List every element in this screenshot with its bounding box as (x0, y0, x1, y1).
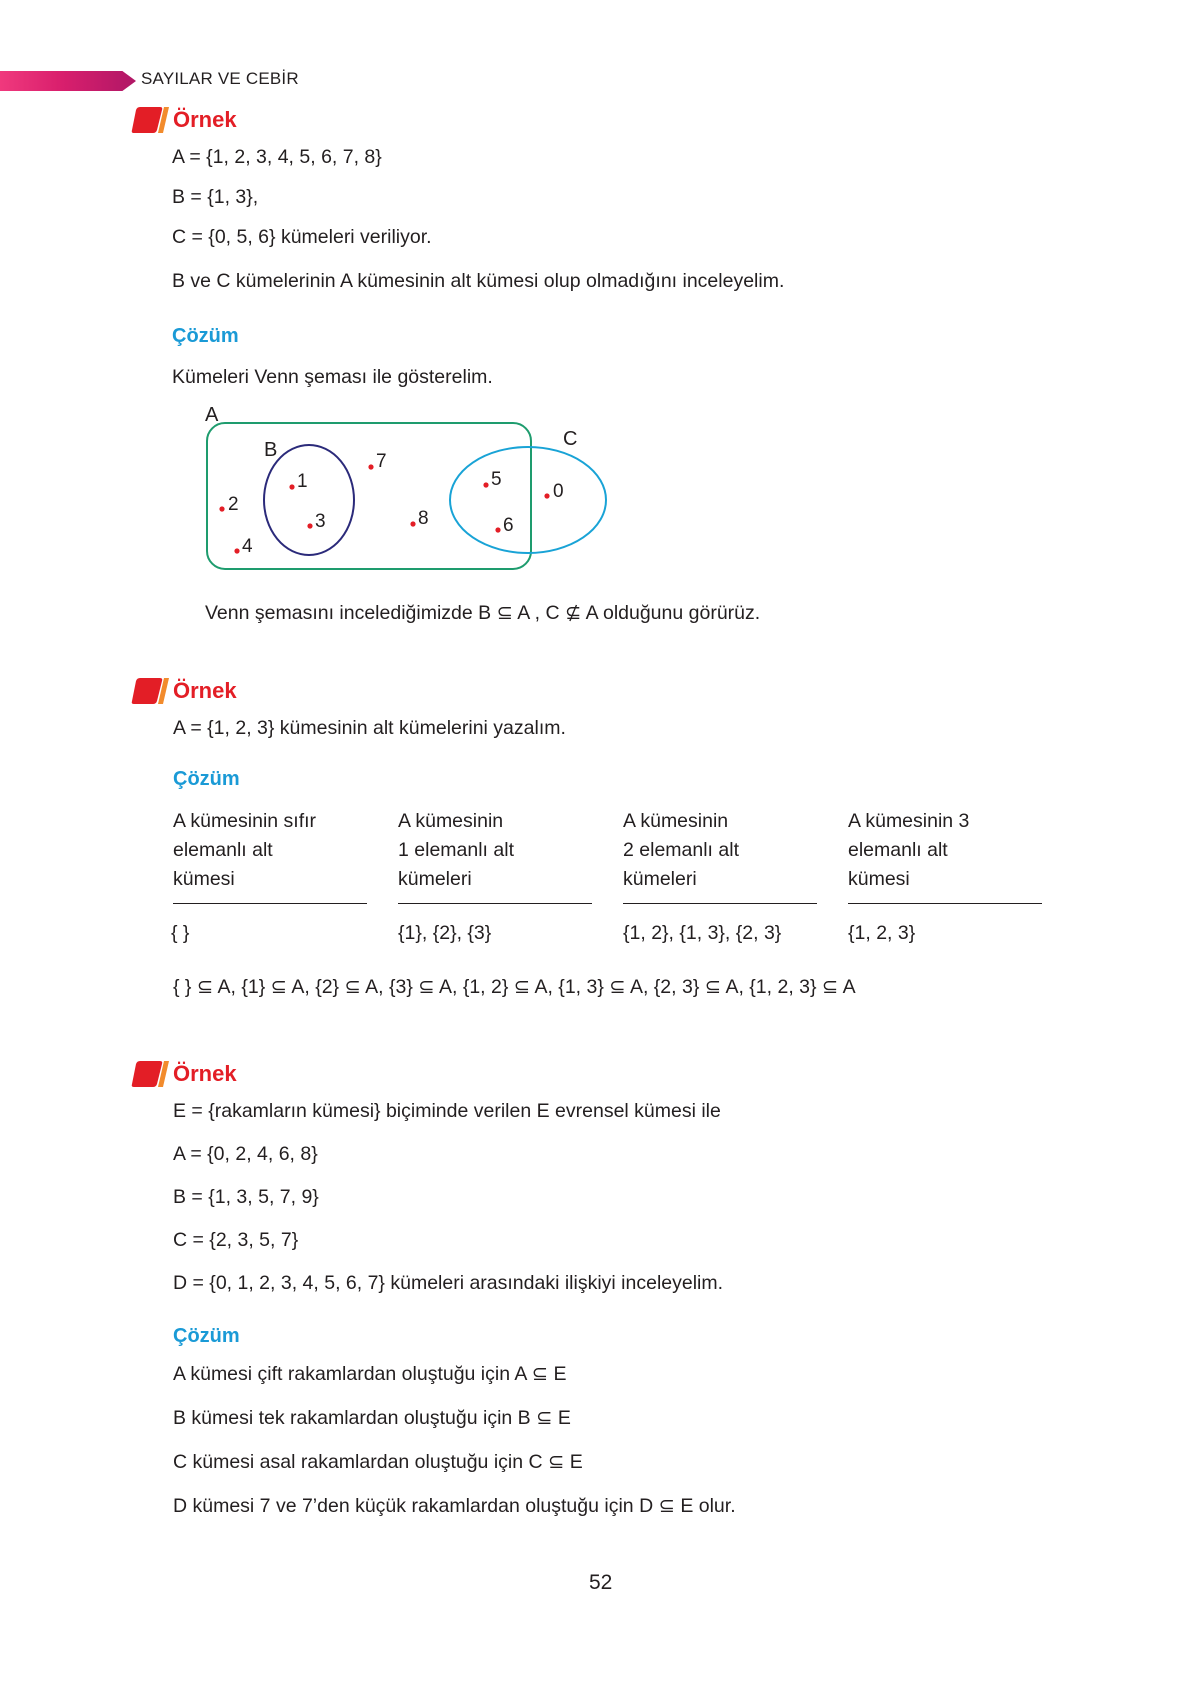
subset-column-3-heading: A kümesinin 3 elemanlı alt kümesi (848, 810, 970, 890)
venn-label-b: B (264, 439, 278, 461)
example-2-summary: { } ⊆ A, {1} ⊆ A, {2} ⊆ A, {3} ⊆ A, {1, 2} ⊆ A, {1, 3} ⊆ A, {2, 3} ⊆ A, {1, 2, 3} ⊆ A (173, 976, 856, 998)
subset-column-1-heading: A kümesinin 1 elemanlı alt kümeleri (398, 810, 514, 890)
venn-element-7: 7 (376, 451, 387, 472)
example-3-solution-line-1: A kümesi çift rakamlardan oluştuğu için A ⊆ E (173, 1363, 567, 1385)
example-3-solution-line-4: D kümesi 7 ve 7’den küçük rakamlardan oluştuğu için D ⊆ E olur. (173, 1495, 736, 1517)
subset-column-3-value: {1, 2, 3} (848, 922, 916, 944)
example-3-line-3: B = {1, 3, 5, 7, 9} (173, 1186, 319, 1208)
venn-element-5: 5 (491, 469, 502, 490)
venn-label-c: C (563, 428, 578, 450)
example-1-line-4: B ve C kümelerinin A kümesinin alt kümesi olup olmadığını inceleyelim. (172, 270, 785, 292)
example-2-title: Örnek (173, 678, 237, 703)
venn-dot-4 (234, 548, 239, 553)
example-1-conclusion: Venn şemasını incelediğimizde B ⊆ A , C ⊈ A olduğunu görürüz. (205, 602, 761, 624)
example-1-line-2: B = {1, 3}, (172, 186, 259, 208)
example-3-line-2: A = {0, 2, 4, 6, 8} (173, 1143, 318, 1165)
example-1-solution-intro: Kümeleri Venn şeması ile gösterelim. (172, 366, 493, 388)
page-number: 52 (589, 1571, 613, 1594)
example-1-solution-title: Çözüm (172, 325, 239, 347)
example-3-line-4: C = {2, 3, 5, 7} (173, 1229, 299, 1251)
venn-dot-2 (219, 506, 224, 511)
example-badge-icon (131, 106, 171, 134)
venn-dot-5 (483, 482, 488, 487)
venn-set-c-ellipse (450, 447, 606, 553)
venn-element-8: 8 (418, 508, 429, 529)
example-badge-icon (131, 1060, 171, 1088)
example-3-solution-title: Çözüm (173, 1325, 240, 1347)
example-3-solution-line-2: B kümesi tek rakamlardan oluştuğu için B ⊆ E (173, 1407, 571, 1429)
venn-diagram (190, 400, 630, 585)
header-accent-bar (0, 71, 136, 91)
subset-column-1-value: {1}, {2}, {3} (398, 922, 492, 944)
venn-label-a: A (205, 404, 219, 426)
example-3-solution-line-3: C kümesi asal rakamlardan oluştuğu için C ⊆ E (173, 1451, 583, 1473)
subset-column-0-heading: A kümesinin sıfır elemanlı alt kümesi (173, 810, 317, 890)
venn-element-0: 0 (553, 481, 564, 502)
subset-column-0-rule (173, 903, 367, 904)
subset-column-3-rule (848, 903, 1042, 904)
venn-set-b-ellipse (264, 445, 354, 555)
venn-dot-0 (544, 493, 549, 498)
subset-column-2-value: {1, 2}, {1, 3}, {2, 3} (623, 922, 782, 944)
venn-dot-3 (307, 523, 312, 528)
venn-set-a-rect (207, 423, 531, 569)
subset-column-2-rule (623, 903, 817, 904)
example-1-title: Örnek (173, 107, 237, 132)
subset-column-2-heading: A kümesinin 2 elemanlı alt kümeleri (623, 810, 739, 890)
venn-element-3: 3 (315, 511, 326, 532)
venn-dot-7 (368, 464, 373, 469)
venn-element-4: 4 (242, 536, 253, 557)
venn-dot-1 (289, 484, 294, 489)
example-3-line-5: D = {0, 1, 2, 3, 4, 5, 6, 7} kümeleri arasındaki ilişkiyi inceleyelim. (173, 1272, 724, 1294)
example-2-solution-title: Çözüm (173, 768, 240, 790)
venn-dot-8 (410, 521, 415, 526)
subset-column-0-value: { } (171, 922, 190, 944)
venn-element-6: 6 (503, 515, 514, 536)
venn-element-2: 2 (228, 494, 239, 515)
example-2-statement: A = {1, 2, 3} kümesinin alt kümelerini yazalım. (173, 717, 566, 739)
example-3-line-1: E = {rakamların kümesi} biçiminde verilen E evrensel kümesi ile (173, 1100, 721, 1122)
example-3-title: Örnek (173, 1061, 237, 1086)
example-1-line-1: A = {1, 2, 3, 4, 5, 6, 7, 8} (172, 146, 382, 168)
section-title: SAYILAR VE CEBİR (141, 69, 299, 88)
venn-element-1: 1 (297, 471, 308, 492)
venn-dot-6 (495, 527, 500, 532)
example-badge-icon (131, 677, 171, 705)
example-1-line-3: C = {0, 5, 6} kümeleri veriliyor. (172, 226, 432, 248)
subset-column-1-rule (398, 903, 592, 904)
